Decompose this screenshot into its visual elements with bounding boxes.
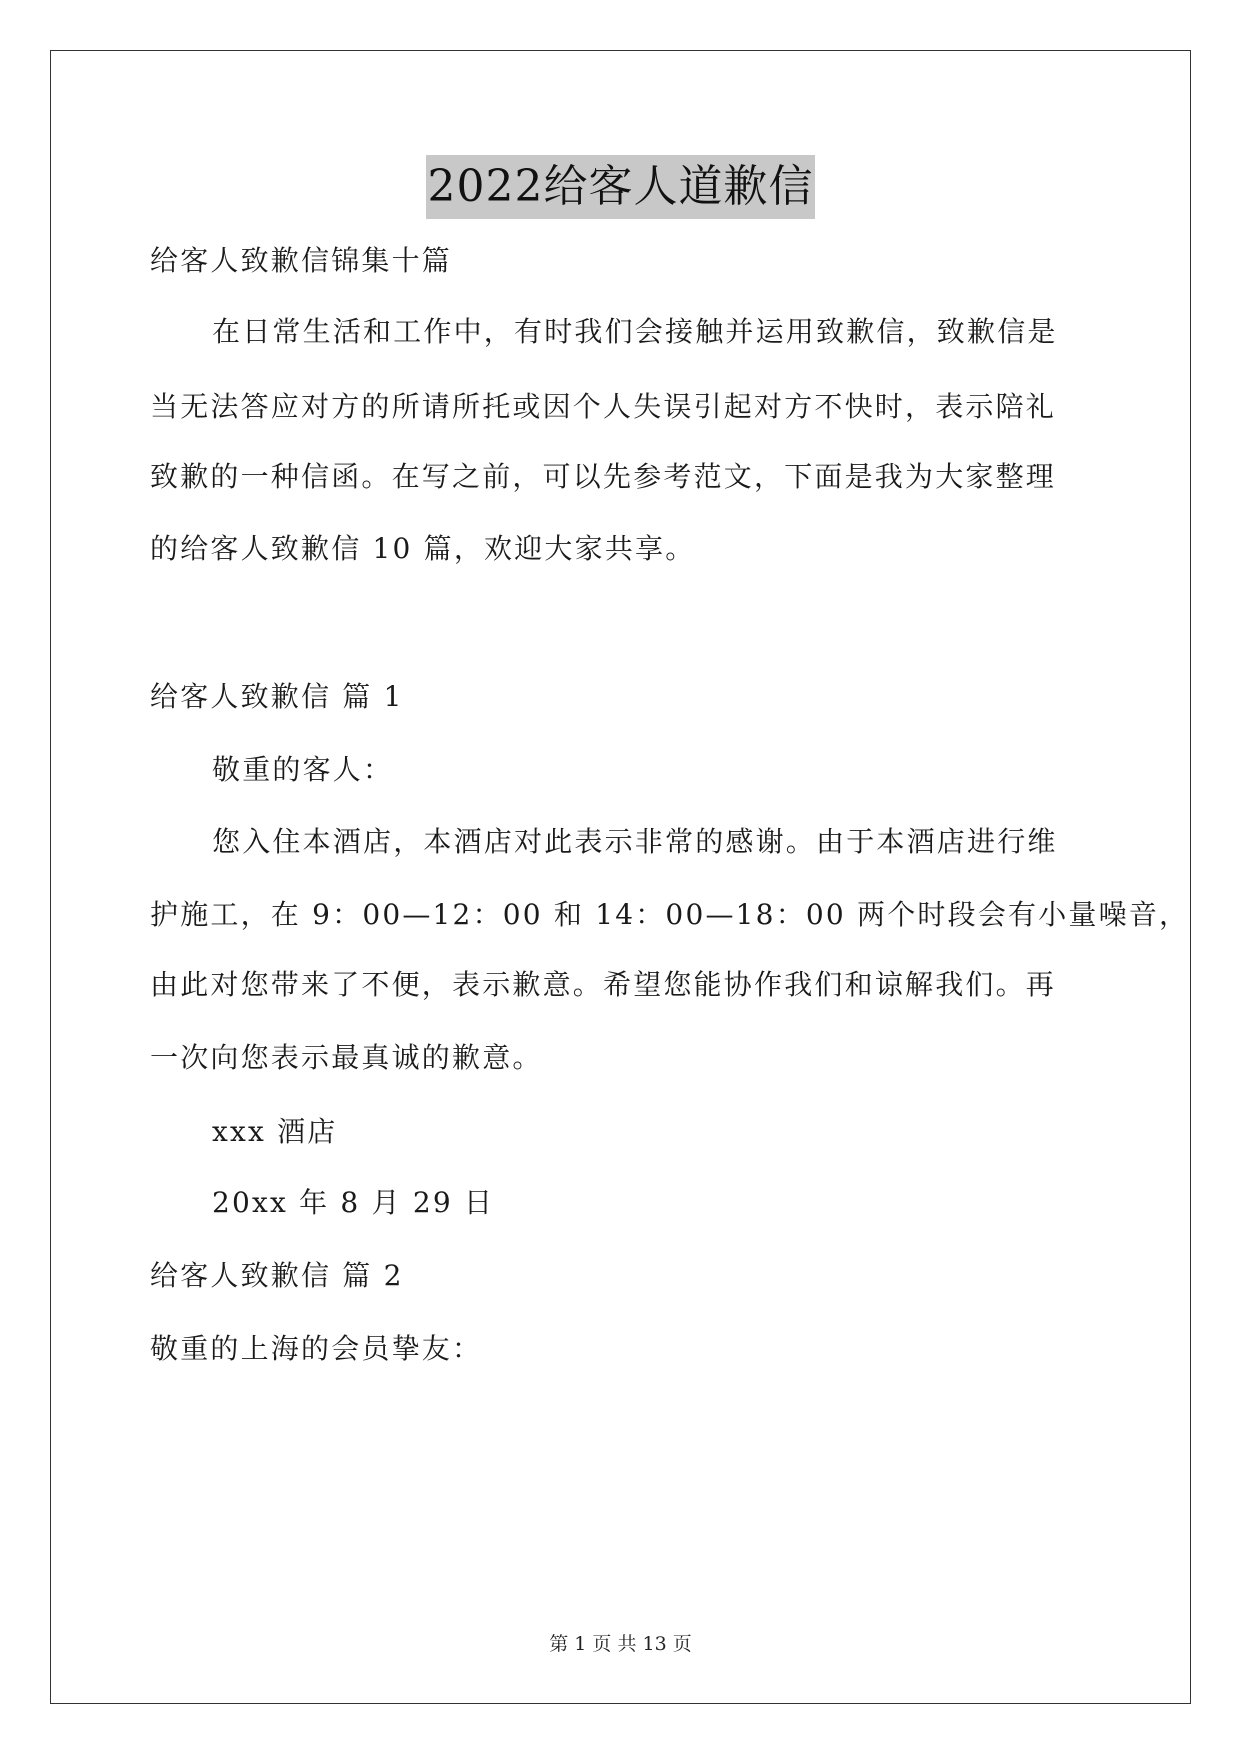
page-footer: 第 1 页 共 13 页 <box>549 1633 692 1655</box>
intro-line-3: 致歉的一种信函。在写之前，可以先参考范文，下面是我为大家整理 <box>150 460 1057 493</box>
page-border <box>50 50 1191 1704</box>
section-1-body-line-2: 护施工，在 9：00—12：00 和 14：00—18：00 两个时段会有小量噪音， <box>150 898 1190 931</box>
section-1-body-line-3: 由此对您带来了不便，表示歉意。希望您能协作我们和谅解我们。再 <box>150 968 1057 1001</box>
title-container <box>0 155 1241 219</box>
section-1-body-line-1: 您入住本酒店，本酒店对此表示非常的感谢。由于本酒店进行维 <box>212 825 1058 858</box>
intro-line-4: 的给客人致歉信 10 篇，欢迎大家共享。 <box>150 532 696 565</box>
section-1-date: 20xx 年 8 月 29 日 <box>212 1186 495 1219</box>
document-title: 2022给客人道歉信 <box>426 155 816 219</box>
intro-line-2: 当无法答应对方的所请所托或因个人失误引起对方不快时，表示陪礼 <box>150 390 1057 423</box>
section-1-heading: 给客人致歉信 篇 1 <box>150 680 404 713</box>
intro-line-1: 在日常生活和工作中，有时我们会接触并运用致歉信，致歉信是 <box>212 315 1058 348</box>
section-1-salutation: 敬重的客人： <box>212 753 394 786</box>
subtitle: 给客人致歉信锦集十篇 <box>150 244 453 277</box>
section-2-salutation: 敬重的上海的会员挚友： <box>150 1332 483 1365</box>
section-1-signature: xxx 酒店 <box>212 1115 338 1148</box>
section-1-body-line-4: 一次向您表示最真诚的歉意。 <box>150 1041 543 1074</box>
section-2-heading: 给客人致歉信 篇 2 <box>150 1259 404 1292</box>
